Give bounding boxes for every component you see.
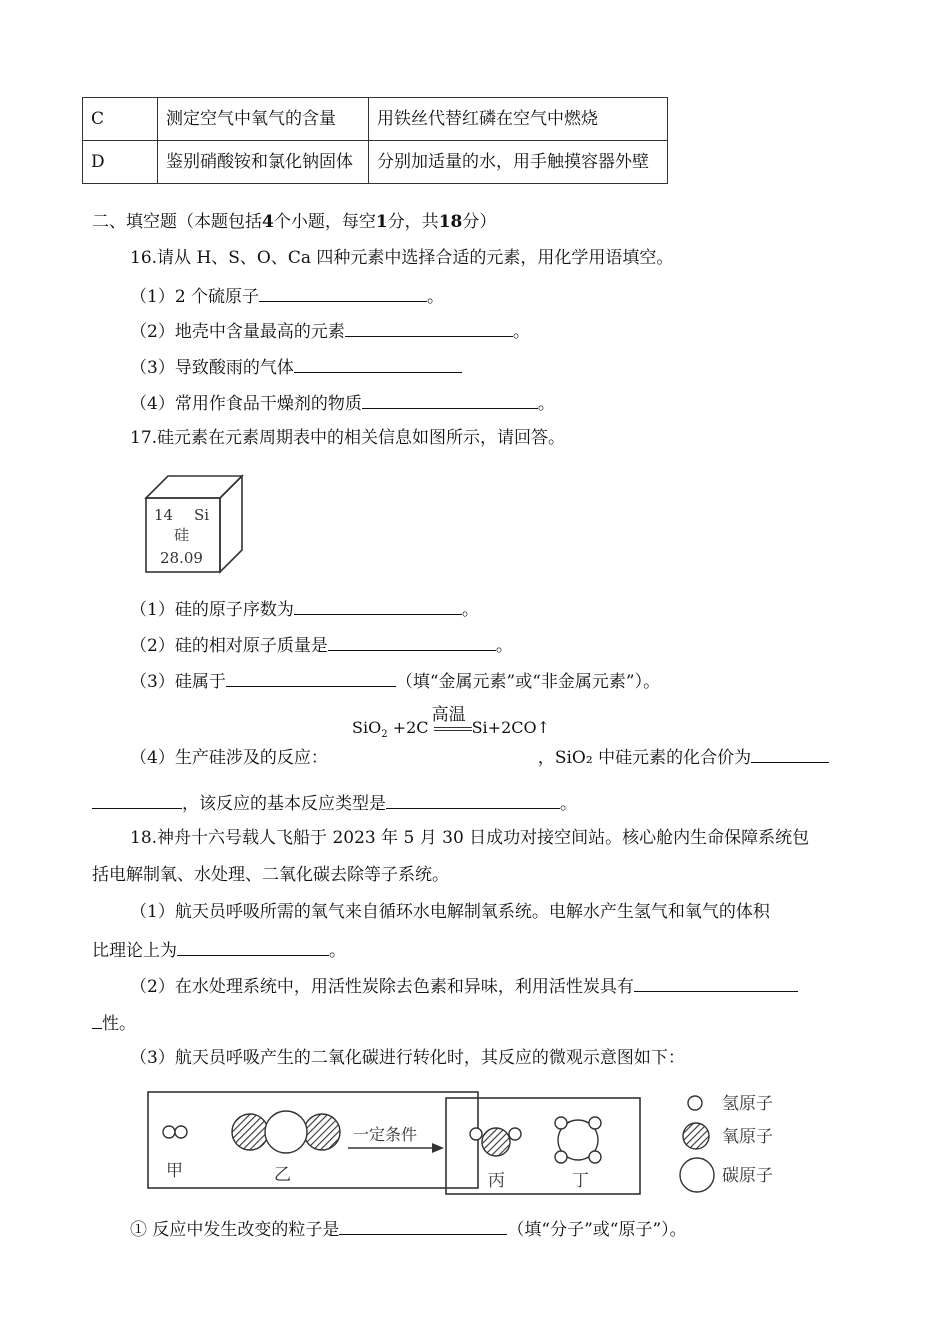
legend-oxygen: 氧原子 (722, 1127, 773, 1147)
q16-item-2: （2）地壳中含量最高的元素 。 (130, 318, 530, 344)
oxygen-atom (232, 1114, 268, 1150)
q18-item-1-cont: 比理论上为 。 (92, 937, 346, 963)
reaction-equation: SiO$_2$ +2C 高温 Si+2CO↑ (352, 704, 551, 741)
options-table (82, 97, 668, 184)
label-jia: 甲 (166, 1161, 183, 1181)
label-bing: 丙 (488, 1171, 505, 1191)
oxygen-atom (482, 1128, 510, 1156)
hydrogen-atom (589, 1117, 601, 1129)
option-experiment: 鉴别硝酸铵和氯化钠固体 (158, 141, 369, 184)
q18-item-3: （3）航天员呼吸产生的二氧化碳进行转化时，其反应的微观示意图如下： (130, 1048, 685, 1068)
answer-blank[interactable] (92, 1010, 102, 1029)
element-name: 硅 (174, 526, 190, 544)
periodic-element-card (140, 472, 250, 576)
q16-stem: 16.请从 H、S、O、Ca 四种元素中选择合适的元素，用化学用语填空。 (130, 248, 674, 268)
option-experiment: 测定空气中氧气的含量 (158, 98, 369, 141)
legend-oxygen-icon (683, 1123, 709, 1149)
option-label: D (83, 141, 158, 184)
carbon-atom (265, 1111, 307, 1153)
hydrogen-atom (163, 1126, 175, 1138)
legend-carbon-icon (680, 1158, 714, 1192)
atomic-mass: 28.09 (160, 549, 203, 567)
legend-hydrogen: 氢原子 (722, 1094, 773, 1114)
legend-hydrogen-icon (688, 1096, 702, 1110)
q18-sub-1: ① 反应中发生改变的粒子是 （填“分子”或“原子”）。 (130, 1216, 687, 1242)
hydrogen-atom (509, 1128, 521, 1140)
option-method: 用铁丝代替红磷在空气中燃烧 (369, 98, 668, 141)
reaction-condition: 高温 (434, 722, 472, 736)
hydrogen-atom (175, 1126, 187, 1138)
answer-blank[interactable] (362, 390, 538, 409)
option-method: 分别加适量的水，用手触摸容器外壁 (369, 141, 668, 184)
hydrogen-atom (555, 1151, 567, 1163)
hydrogen-atom (470, 1128, 482, 1140)
q16-item-4: （4）常用作食品干燥剂的物质 。 (130, 390, 555, 416)
answer-blank[interactable] (92, 790, 182, 809)
q17-item-2: （2）硅的相对原子质量是 。 (130, 632, 513, 658)
reaction-micro-diagram (140, 1082, 790, 1202)
q18-stem-1: 18.神舟十六号载人飞船于 2023 年 5 月 30 日成功对接空间站。核心舱内生命保障系统包 (130, 828, 810, 848)
answer-blank[interactable] (328, 632, 496, 651)
option-label: C (83, 98, 158, 141)
arrow-condition: 一定条件 (353, 1125, 418, 1144)
hydrogen-atom (555, 1117, 567, 1129)
label-ding: 丁 (572, 1171, 589, 1191)
legend-carbon: 碳原子 (722, 1166, 773, 1186)
answer-blank[interactable] (294, 354, 462, 373)
answer-blank[interactable] (177, 937, 329, 956)
q18-item-1: （1）航天员呼吸所需的氧气来自循环水电解制氧系统。电解水产生氢气和氧气的体积 (130, 902, 770, 922)
answer-blank[interactable] (339, 1216, 507, 1235)
oxygen-atom (304, 1114, 340, 1150)
table-row (83, 98, 668, 141)
q17-item-4: （4）生产硅涉及的反应： ，SiO₂ 中硅元素的化合价为 (130, 744, 829, 770)
q17-item-4-cont: ，该反应的基本反应类型是 。 (92, 790, 577, 816)
q18-stem-2: 括电解制氧、水处理、二氧化碳去除等子系统。 (92, 865, 449, 885)
element-symbol: Si (194, 506, 210, 524)
arrow-head-icon (432, 1143, 444, 1153)
q17-item-1: （1）硅的原子序数为 。 (130, 596, 479, 622)
q18-item-2-cont: 性。 (92, 1010, 136, 1036)
q17-item-3: （3）硅属于 （填“金属元素”或“非金属元素”）。 (130, 668, 660, 694)
answer-blank[interactable] (386, 790, 560, 809)
label-yi: 乙 (274, 1165, 291, 1185)
answer-blank[interactable] (634, 973, 798, 992)
q16-item-3: （3）导致酸雨的气体 (130, 354, 462, 380)
answer-blank[interactable] (294, 596, 462, 615)
answer-blank[interactable] (345, 318, 513, 337)
q16-item-1: （1）2 个硫原子 。 (130, 283, 444, 309)
q18-item-2: （2）在水处理系统中，用活性炭除去色素和异味，利用活性炭具有 (130, 973, 798, 999)
products-box (446, 1098, 640, 1194)
atomic-number: 14 (154, 506, 174, 524)
answer-blank[interactable] (226, 668, 396, 687)
q17-stem: 17.硅元素在元素周期表中的相关信息如图所示，请回答。 (130, 428, 566, 448)
table-row (83, 141, 668, 184)
section-title: 二、填空题（本题包括4个小题，每空1分，共18分） (92, 212, 497, 232)
answer-blank[interactable] (259, 283, 427, 302)
answer-blank[interactable] (751, 744, 829, 763)
hydrogen-atom (589, 1151, 601, 1163)
